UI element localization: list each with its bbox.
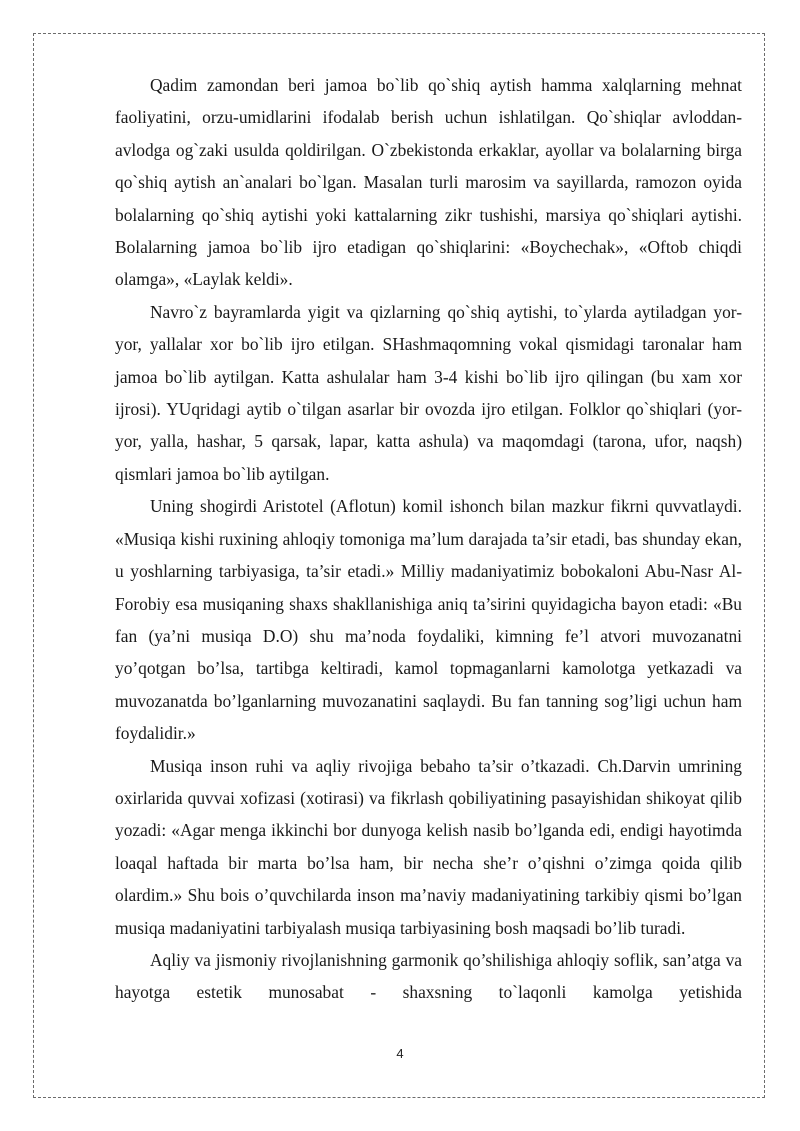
paragraph-3: Uning shogirdi Aristotel (Aflotun) komil ishonch bilan mazkur fikrni quvvatlaydi. «Musiqa kishi ruxining ahloqiy tomoniga ma’lum darajada ta’sir etadi, bas shunday ekan, u yoshlarning tarbiyasiga, ta’sir etadi.» Milliy madaniyatimiz bobokaloni Abu-Nasr Al-Forobiy esa musiqaning shaxs shakllanishiga aniq ta’sirini quyidagicha bayon etadi: «Bu fan (ya’ni musiqa D.O) shu ma’noda foydaliki, kimning fe’l atvori muvozanatni yo’qotgan bo’lsa, tartibga keltiradi, kamol topmaganlarni kamolotga yetkazadi va muvozanatda bo’lganlarning muvozanatini saqlaydi. Bu fan tanning sog’ligi uchun ham foydalidir.» [115,496,742,744]
paragraph-4: Musiqa inson ruhi va aqliy rivojiga bebaho ta’sir o’tkazadi. Ch.Darvin umrining oxirlarida quvvai xofizasi (xotirasi) va fikrlash qobiliyatining pasayishidan shikoyat qilib yozadi: «Agar menga ikkinchi bor dunyoga kelish nasib bo’lganda edi, endigi hayotimda loaqal haftada bir marta bo’lsa ham, bir necha she’r o’qishni o’zimga qoida qilib olardim.» Shu bois o’quvchilarda inson ma’naviy madaniyatining tarkibiy qismi bo’lgan musiqa madaniyatini tarbiyalash musiqa tarbiyasining bosh maqsadi bo’lib turadi. [115,755,742,938]
page-number: 4 [396,1046,404,1061]
paragraph-1: Qadim zamondan beri jamoa bo`lib qo`shiq aytish hamma xalqlarning mehnat faoliyatini, orzu-umidlarini ifodalab berish uchun ishlatilgan. Qo`shiqlar avloddan-avlodga og`zaki usulda qoldirilgan. O`zbekistonda erkaklar, ayollar va bolalarning birga qo`shiq aytish an`analari bo`lgan. Masalan turli marosim va sayillarda, ramozon oyida bolalarning qo`shiq aytishi yoki kattalarning zikr tushishi, marsiya qo`shiqlari aytishi. Bolalarning jamoa bo`lib ijro etadigan qo`shiqlarini: «Boychechak», «Oftob chiqdi olamga», «Laylak keldi». [115,75,742,290]
paragraph-5: Aqliy va jismoniy rivojlanishning garmonik qo’shilishiga ahloqiy soflik, san’atga va hayotga estetik munosabat - shaxsning to`laqonli kamolga yetishida [115,949,742,1003]
paragraph-2: Navro`z bayramlarda yigit va qizlarning qo`shiq aytishi, to`ylarda aytiladgan yor-yor, yallalar xor bo`lib ijro etilgan. SHashmaqomning vokal qismidagi taronalar ham jamoa bo`lib aytilgan. Katta ashulalar ham 3-4 kishi bo`lib ijro qilingan (bu xam xor ijrosi). YUqridagi aytib o`tilgan asarlar bir ovozda ijro etilgan. Folklor qo`shiqlari (yor-yor, yalla, hashar, 5 qarsak, lapar, katta ashula) va maqomdagi (tarona, ufor, naqsh) qismlari jamoa bo`lib aytilgan. [115,301,742,484]
document-body [115,69,742,1009]
